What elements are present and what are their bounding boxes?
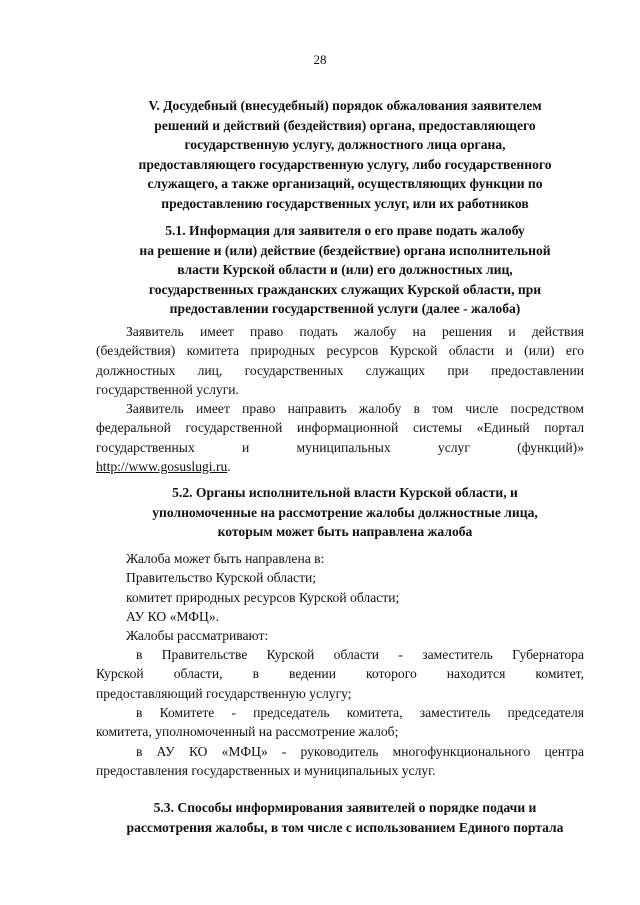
heading-line: которым может быть направлена жалоба: [217, 524, 473, 539]
paragraph-line: (бездействия) комитета природных ресурсов Курской области и (или) его: [96, 343, 584, 359]
heading-line: предоставляющего государственную услугу, либо государственного: [138, 156, 552, 172]
section-5-1-paragraph-2: [96, 399, 584, 476]
heading-line: государственную услугу, должностного лица органа,: [184, 137, 506, 152]
heading-line: решений и действий (бездействия) органа, предоставляющего: [154, 117, 536, 133]
heading-line: предоставлении государственной услуги (далее - жалоба): [169, 301, 521, 316]
section-5-2-item-government: [96, 645, 584, 703]
heading-line: 5.1. Информация для заявителя о его праве подать жалобу: [165, 223, 525, 238]
section-5-2-list: [96, 549, 584, 645]
paragraph-line: в Правительстве Курской области - заместитель Губернатора: [136, 647, 584, 662]
heading-line: рассмотрения жалобы, в том числе с использованием Единого портала: [126, 819, 564, 835]
paragraph-line: предоставления государственных и муниципальных услуг.: [96, 763, 436, 779]
paragraph-line: комитета, уполномоченный на рассмотрение жалоб;: [96, 724, 399, 740]
section-5-1-paragraph-1: [96, 322, 584, 399]
list-item: Жалоба может быть направлена в:: [126, 551, 325, 566]
section-5-1-heading: [90, 221, 600, 319]
paragraph-line: государственной услуги.: [96, 381, 239, 397]
heading-line: 5.3. Способы информирования заявителей о порядке подачи и: [153, 800, 537, 815]
list-item: АУ КО «МФЦ».: [126, 608, 220, 624]
heading-line: V. Досудебный (внесудебный) порядок обжалования заявителем: [148, 98, 542, 113]
heading-line: на решение и (или) действие (бездействие) органа исполнительной: [139, 242, 551, 258]
gosuslugi-link[interactable]: http://www.gosuslugi.ru: [96, 458, 228, 474]
paragraph-line: государственных и муниципальных услуг (функций)»: [96, 439, 584, 455]
section-v-heading: [90, 96, 600, 213]
section-5-3-heading: [90, 798, 600, 837]
heading-line: служащего, а также организаций, осуществляющих функции по: [147, 176, 543, 191]
section-5-2-item-committee: [96, 703, 584, 742]
paragraph-line: федеральной государственной информационной системы «Единый портал: [96, 420, 584, 436]
list-item: комитет природных ресурсов Курской области;: [126, 589, 400, 605]
section-5-2-heading: [90, 483, 600, 542]
heading-line: 5.2. Органы исполнительной власти Курской области, и: [172, 485, 518, 500]
paragraph-line: Курской области, в ведении которого находится комитет,: [96, 666, 584, 682]
list-item: Правительство Курской области;: [126, 570, 317, 586]
heading-line: государственных гражданских служащих Курской области, при: [148, 281, 542, 297]
section-5-2-item-mfc: [96, 742, 584, 781]
paragraph-line: Заявитель имеет право подать жалобу на решения и действия: [126, 324, 584, 339]
paragraph-line: в Комитете - председатель комитета, заместитель председателя: [136, 705, 584, 720]
paragraph-line: [96, 457, 584, 476]
list-item: Жалобы рассматривают:: [126, 628, 269, 644]
paragraph-line: предоставляющий государственную услугу;: [96, 685, 352, 701]
heading-line: предоставлению государственных услуг, или их работников: [161, 195, 529, 211]
paragraph-line: Заявитель имеет право направить жалобу в том числе посредством: [126, 401, 584, 416]
page-number: 28: [313, 52, 327, 67]
link-suffix: .: [227, 458, 231, 474]
paragraph-line: должностных лиц, государственных служащих при предоставлении: [96, 362, 584, 378]
heading-line: власти Курской области и (или) его должностных лиц,: [177, 262, 513, 277]
paragraph-line: в АУ КО «МФЦ» - руководитель многофункционального центра: [136, 744, 584, 759]
heading-line: уполномоченные на рассмотрение жалобы должностные лица,: [152, 504, 538, 520]
